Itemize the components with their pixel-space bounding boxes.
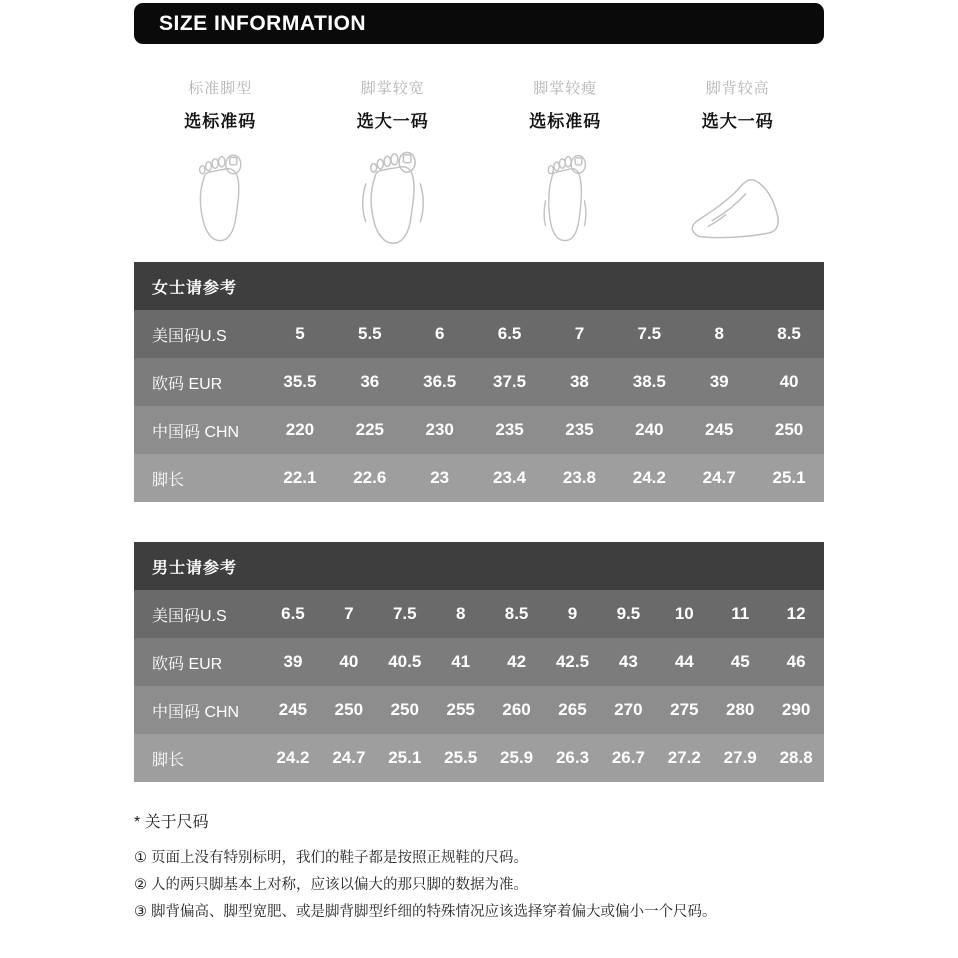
foot-type-label: 脚掌较瘦: [533, 80, 598, 97]
table-cell: 11: [731, 604, 750, 623]
size-information-section: [134, 0, 824, 926]
table-cell: 270: [614, 700, 643, 719]
foot-standard-icon: [134, 145, 307, 249]
table-cell: 45: [730, 652, 750, 671]
table-cell: 46: [786, 652, 806, 671]
foot-type-advice: 选大一码: [701, 112, 774, 131]
table-title-row: [134, 262, 824, 310]
table-cell: 8.5: [504, 604, 529, 623]
table-cell: 8: [455, 604, 466, 623]
foot-type-advice: 选标准码: [529, 112, 602, 131]
table-cell: 245: [705, 420, 734, 439]
table-cell: 25.5: [444, 748, 478, 767]
table-cell: 6.5: [281, 604, 305, 623]
foot-type-standard: [134, 77, 307, 249]
men-size-table: [134, 542, 824, 782]
table-cell: 39: [283, 652, 303, 671]
foot-type-high-instep: [652, 77, 825, 249]
table-cell: 27.2: [667, 748, 701, 767]
foot-type-advice: 选标准码: [184, 112, 257, 131]
women-size-table: [134, 262, 824, 502]
table-cell: 26.7: [611, 748, 645, 767]
table-cell: 24.7: [702, 468, 736, 487]
table-cell: 39: [709, 372, 729, 391]
table-cell: 38: [569, 372, 589, 391]
table-cell: 275: [670, 700, 699, 719]
notes-list: [134, 845, 824, 926]
table-cell: 7: [344, 604, 354, 623]
foot-type-narrow: [479, 77, 652, 249]
foot-narrow-icon: [479, 145, 652, 249]
foot-type-advice: 选大一码: [356, 112, 429, 131]
table-cell: 40.5: [388, 652, 422, 671]
table-cell: 27.9: [723, 748, 757, 767]
table-cell: 265: [558, 700, 587, 719]
table-row: [134, 590, 824, 638]
table-cell: 6.5: [497, 324, 522, 343]
foot-type-wide: [307, 77, 480, 249]
table-cell: 7.5: [637, 324, 662, 343]
note-item: ③ 脚背偏高、脚型宽肥、或是脚背脚型纤细的特殊情况应该选择穿着偏大或偏小一个尺码。: [134, 904, 717, 920]
table-cell: 250: [390, 700, 419, 719]
table-cell: 25.1: [772, 468, 806, 487]
table-cell: 23.4: [493, 468, 527, 487]
row-label: 中国码 CHN: [152, 703, 240, 721]
table-title: 男士请参考: [152, 559, 238, 577]
table-cell: 36.5: [423, 372, 457, 391]
size-notes: [134, 809, 824, 926]
table-cell: 41: [451, 652, 471, 671]
table-title: 女士请参考: [152, 279, 238, 297]
table-cell: 38.5: [632, 372, 666, 391]
table-cell: 42: [507, 652, 527, 671]
table-cell: 7.5: [392, 604, 417, 623]
table-row: [134, 358, 824, 406]
table-row: [134, 310, 824, 358]
table-cell: 240: [635, 420, 664, 439]
page-title: SIZE INFORMATION: [159, 11, 367, 35]
table-row: [134, 406, 824, 454]
table-cell: 23.8: [562, 468, 596, 487]
foot-type-label: 脚背较高: [705, 80, 770, 97]
foot-type-label: 标准脚型: [188, 80, 253, 97]
title-bar: [134, 3, 824, 44]
table-cell: 220: [285, 420, 315, 439]
foot-type-guide: [134, 77, 824, 249]
table-row: [134, 638, 824, 686]
row-label: 美国码U.S: [152, 607, 227, 625]
note-item: ① 页面上没有特别标明，我们的鞋子都是按照正规鞋的尺码。: [134, 850, 529, 866]
table-cell: 24.7: [332, 748, 366, 767]
table-cell: 280: [726, 700, 755, 719]
row-label: 美国码U.S: [152, 327, 227, 345]
table-cell: 44: [674, 652, 694, 671]
table-cell: 26.3: [555, 748, 590, 767]
table-cell: 235: [565, 420, 594, 439]
table-cell: 40: [339, 652, 359, 671]
table-cell: 230: [425, 420, 454, 439]
table-cell: 225: [355, 420, 384, 439]
table-cell: 9.5: [616, 604, 641, 623]
table-cell: 8.5: [777, 324, 801, 343]
table-cell: 245: [278, 700, 308, 719]
foot-type-label: 脚掌较宽: [360, 80, 425, 97]
table-cell: 5: [295, 324, 305, 343]
table-cell: 40: [779, 372, 799, 391]
table-cell: 7: [574, 324, 585, 343]
table-cell: 36: [360, 372, 380, 391]
table-cell: 250: [334, 700, 364, 719]
table-cell: 24.2: [632, 468, 666, 487]
table-cell: 24.2: [276, 748, 310, 767]
row-label: 欧码 EUR: [152, 375, 223, 393]
table-cell: 42.5: [555, 652, 590, 671]
foot-high-instep-icon: [652, 145, 825, 249]
table-cell: 290: [781, 700, 811, 719]
table-cell: 23: [430, 468, 450, 487]
foot-wide-icon: [307, 145, 480, 249]
table-cell: 8: [714, 324, 724, 343]
table-cell: 28.8: [779, 748, 813, 767]
table-cell: 25.9: [500, 748, 534, 767]
note-item: ② 人的两只脚基本上对称，应该以偏大的那只脚的数据为准。: [134, 877, 529, 893]
notes-heading: * 关于尺码: [134, 814, 209, 831]
table-cell: 260: [502, 700, 531, 719]
table-title-row: [134, 542, 824, 590]
table-cell: 22.1: [283, 468, 317, 487]
table-cell: 235: [495, 420, 524, 439]
table-cell: 10: [674, 604, 694, 623]
row-label: 中国码 CHN: [152, 423, 240, 441]
table-row: [134, 454, 824, 502]
table-cell: 6: [434, 324, 445, 343]
row-label: 脚长: [152, 751, 185, 769]
table-row: [134, 734, 824, 782]
table-cell: 12: [786, 604, 806, 623]
table-cell: 43: [618, 652, 638, 671]
table-cell: 22.6: [353, 468, 387, 487]
table-cell: 25.1: [388, 748, 422, 767]
table-row: [134, 686, 824, 734]
table-cell: 9: [567, 604, 578, 623]
table-cell: 37.5: [493, 372, 527, 391]
table-cell: 250: [774, 420, 804, 439]
table-cell: 35.5: [283, 372, 317, 391]
table-cell: 5.5: [357, 324, 382, 343]
table-cell: 255: [446, 700, 475, 719]
row-label: 欧码 EUR: [152, 655, 223, 673]
row-label: 脚长: [152, 471, 185, 489]
